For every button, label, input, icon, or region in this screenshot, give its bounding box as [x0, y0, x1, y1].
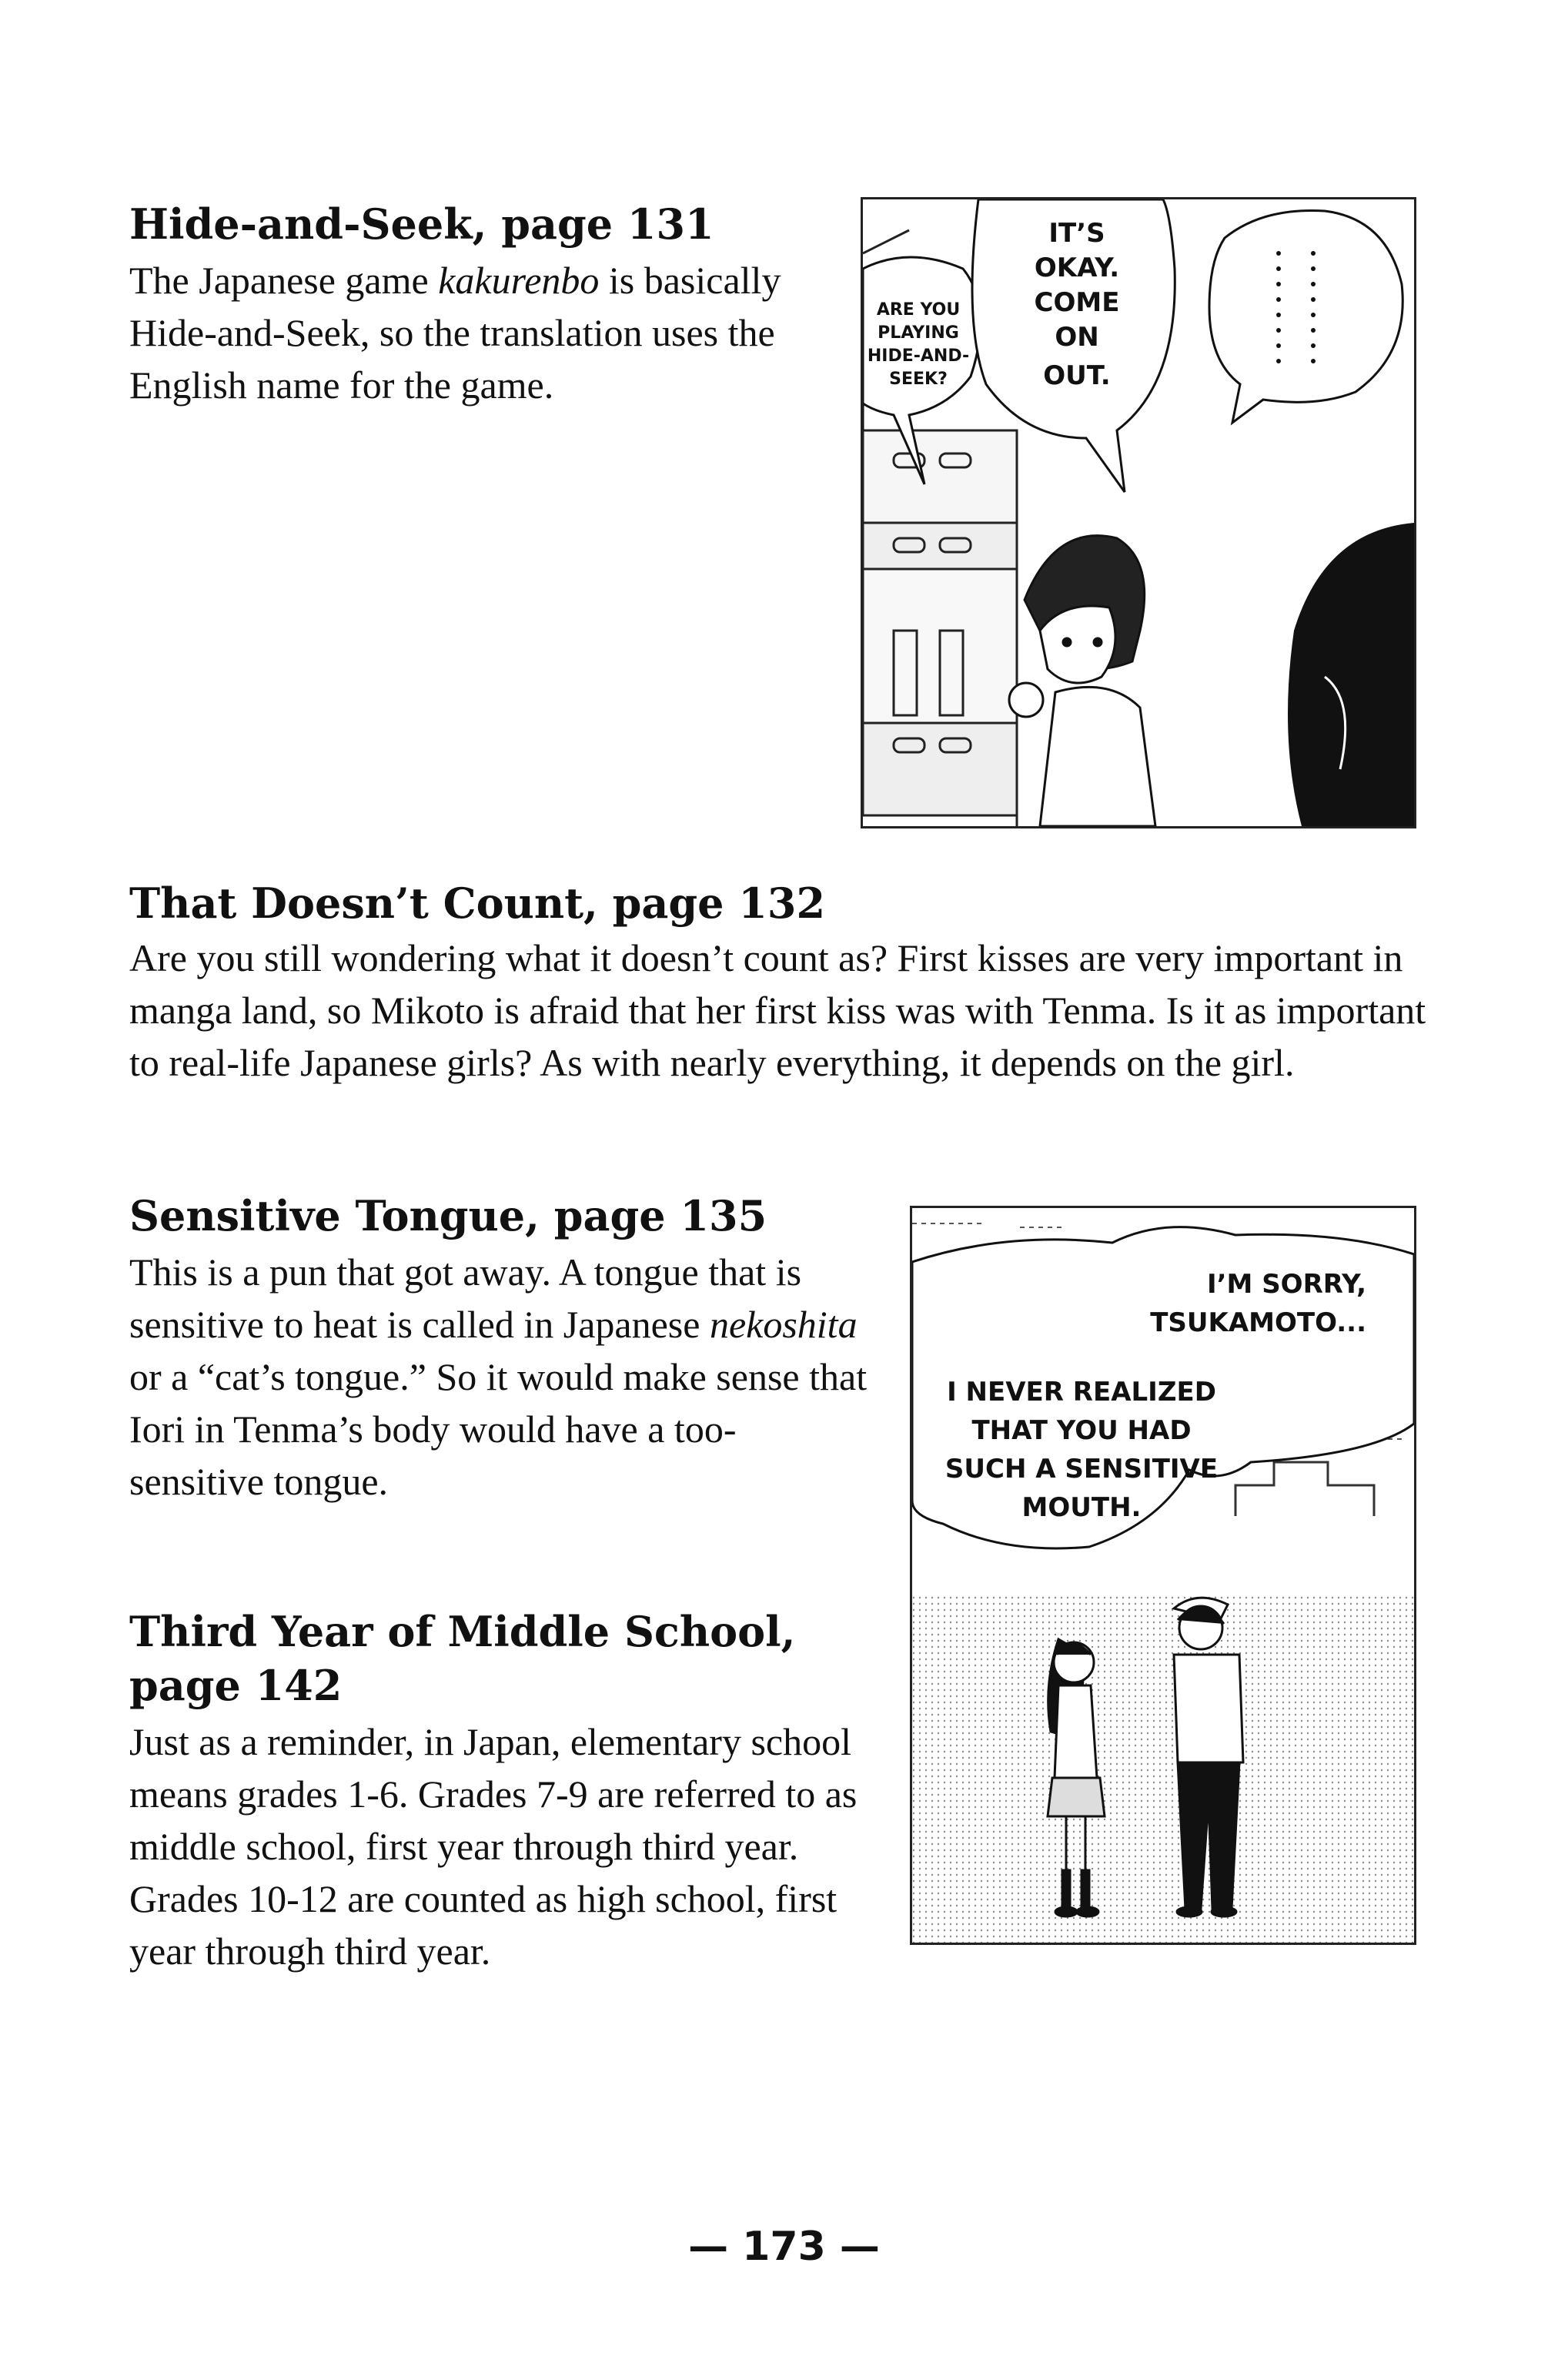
screentone-background	[912, 1593, 1414, 1943]
bubble-line: OUT.	[1043, 360, 1111, 391]
section-body-sensitive-tongue	[129, 1246, 868, 1508]
building-silhouette	[1235, 1462, 1374, 1516]
italic-term-kakurenbo: kakurenbo	[438, 259, 600, 302]
bubble-line: SUCH A SENSITIVE	[944, 1454, 1219, 1484]
section-title-third-year-line2: page 142	[129, 1661, 343, 1710]
manga-panel-sensitive-mouth	[910, 1206, 1416, 1945]
bubble-line: MOUTH.	[1021, 1492, 1142, 1523]
section-body-that-doesnt-count: Are you still wondering what it doesn’t count as? First kisses are very important in manga land, so Mikoto is afraid that her first kiss was with Tenma. Is it as important to real-life Japanese girls? As with nearly everything, it depends on the girl.	[129, 936, 1426, 1084]
peeking-girl-drawing	[1009, 536, 1155, 826]
section-title-sensitive-tongue: Sensitive Tongue, page 135	[129, 1191, 767, 1240]
speech-bubble-silent	[1209, 210, 1403, 423]
italic-term-nekoshita: nekoshita	[709, 1303, 858, 1346]
manga-panel-hide-and-seek	[861, 197, 1416, 828]
section-title-hide-and-seek: Hide-and-Seek, page 131	[129, 199, 714, 249]
bubble-line: PLAYING	[878, 323, 959, 343]
body-text-fragment: or a “cat’s tongue.” So it would make sense that Iori in Tenma’s body would have a too-sensitive tongue.	[129, 1355, 868, 1503]
section-title-that-doesnt-count: That Doesn’t Count, page 132	[129, 879, 826, 928]
girl-hair-right-drawing	[1288, 523, 1414, 826]
bubble-line: COME	[1034, 287, 1120, 318]
section-body-hide-and-seek	[129, 254, 807, 411]
bubble-line: TSUKAMOTO...	[1150, 1307, 1366, 1338]
bubble-line: SEEK?	[889, 370, 948, 389]
bubble-line: OKAY.	[1034, 253, 1120, 283]
bubble-line: IT’S	[1048, 218, 1105, 249]
manga-illustration-hide-and-seek	[863, 199, 1414, 826]
section-title-third-year-line1: Third Year of Middle School,	[129, 1607, 796, 1656]
manga-illustration-sensitive-mouth	[912, 1208, 1414, 1943]
body-text-fragment: The Japanese game	[129, 259, 439, 302]
section-body-third-year: Just as a reminder, in Japan, elementary school means grades 1-6. Grades 7-9 are referred to as middle school, first year through third year. Grades 10-12 are counted as high school, first year through third year.	[129, 1720, 858, 1973]
page-number: — 173 —	[688, 2224, 880, 2270]
bubble-line: ON	[1055, 322, 1099, 353]
bubble-line: I’M SORRY,	[1206, 1269, 1366, 1300]
body-text-fragment: This is a pun that got away. A tongue that is sensitive to heat is called in Japanese	[129, 1250, 802, 1346]
bubble-line: HIDE-AND-	[867, 346, 970, 366]
body-text-fragment: is basically Hide-and-Seek, so the translation uses the English name for the game.	[129, 259, 781, 407]
bubble-line: ARE YOU	[876, 300, 961, 320]
bubble-line: THAT YOU HAD	[971, 1415, 1192, 1446]
bubble-line: I NEVER REALIZED	[947, 1377, 1216, 1407]
